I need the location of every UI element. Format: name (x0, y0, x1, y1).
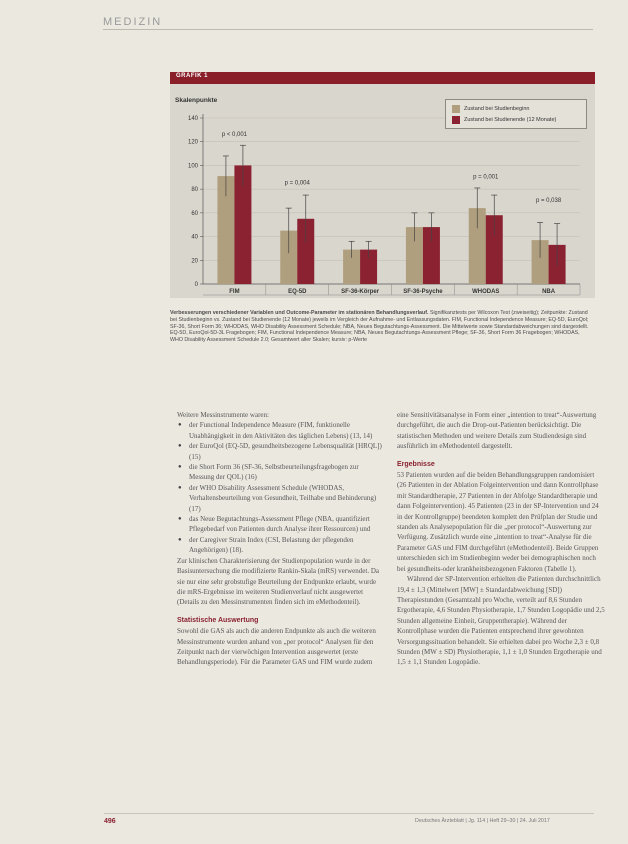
journal-reference: Deutsches Ärzteblatt | Jg. 114 | Heft 29–30 | 24. Juli 2017 (415, 818, 550, 824)
subheading-statistics: Statistische Auswertung (177, 616, 259, 624)
x-tick-label: SF-36-Psyche (403, 289, 443, 295)
y-tick-label: 80 (191, 187, 198, 194)
paragraph: Sowohl die GAS als auch die anderen Endpunkte als auch die weiteren Messinstrumente wurden anhand von „per protocol“ Analysen für den Zeitpunkt nach der vierwöchigen Intervention ausgewertet (erste Behandlungsperiode). Für die Parameter GAS und FIM wurde zudem (177, 627, 376, 667)
figure-header-bar (170, 72, 595, 84)
paragraph: Zur klinischen Charakterisierung der Studienpopulation wurde in der Basisuntersuchung die modifizierte Rankin-Skala (mRS) verwendet. Da sie nur eine sehr grobstufige Beurteilung der Endpunkte erlaubt, wurde die mRS-Ergebnisse im weiteren Studienverlauf nicht ausgewertet (Details zu den Messinstrumenten finden sich im eMethodenteil). (177, 556, 379, 607)
legend-label-series-1: Zustand bei Studienbeginn (464, 106, 530, 112)
x-tick-label: NBA (542, 289, 556, 295)
legend-swatch-series-2 (452, 116, 460, 124)
y-tick-label: 0 (194, 282, 198, 288)
list-item: ● die Short Form 36 (SF-36, Selbstbeurteilungsfragebogen zur Messung der QOL) (16) (177, 462, 385, 483)
page-number: 496 (104, 818, 116, 825)
x-tick-label: WHODAS (472, 289, 500, 295)
section-rule (103, 29, 593, 30)
p-value-annotation: p = 0,038 (535, 198, 562, 205)
legend-label-series-2: Zustand bei Studienende (12 Monate) (464, 117, 557, 123)
instrument-list (177, 420, 385, 555)
list-item: ● der WHO Disability Assessment Schedule (WHODAS, Verhaltensbeurteilung von Gesundheit, Teilhabe und Behinderung) (17) (177, 483, 385, 514)
x-tick-label: SF-36-Körper (341, 289, 380, 295)
paragraph: eine Sensitivitätsanalyse in Form einer „intention to treat“-Auswertung durchgeführt, die auch die Drop-out-Patienten berücksichtigt. Die statistischen Methoden und weitere Details zum Studiendesign sind ausführlich im eMethodenteil dargestellt. (397, 411, 597, 451)
y-tick-label: 40 (191, 234, 198, 241)
y-axis-label: Skalenpunkte (175, 97, 218, 104)
text-column-left (177, 410, 385, 668)
chart-legend (445, 99, 587, 129)
caption-title: Verbesserungen verschiedener Variablen und Outcome-Parameter im stationären Behandlungsverlauf. (170, 310, 429, 316)
paragraph-intro: Weitere Messinstrumente waren: (177, 411, 269, 419)
list-item: ● der EuroQol (EQ-5D, gesundheitsbezogene Lebensqualität [HRQL]) (15) (177, 441, 385, 462)
paragraph: 53 Patienten wurden auf die beiden Behandlungsgruppen randomisiert (26 Patienten in der Ablation Folgeintervention und dann Kontrollphase mit Standardtherapie, 27 Patienten in der Abfolge Standardtherapie und dann Folgeintervention). 45 Patienten (23 in der SP-Intervention und 24 in der Kontrollgruppe) beendeten komplett den Prüfplan der Studie und standen als Analysepopulation für die „per protocol“-Auswertung zur Verfügung. Zusätzlich wurde eine „intention to treat“-Analyse für die Parameter GAS und FIM durchgeführt (eMethodenteil). Beide Gruppen unterschieden sich im Studienbeginn weder bei demographischen noch bei gesundheits-oder krankheitsbezogenen Faktoren (Tabelle 1). (397, 471, 599, 573)
p-value-annotation: p < 0,001 (221, 131, 248, 138)
y-tick-label: 60 (191, 210, 198, 217)
x-tick-label: EQ-5D (288, 289, 307, 295)
footer-rule (104, 813, 594, 814)
section-label: MEDIZIN (103, 16, 163, 28)
p-value-annotation: p = 0,004 (284, 180, 310, 187)
list-item: ● der Caregiver Strain Index (CSI, Belastung der pflegenden Angehörigen) (18). (177, 535, 385, 556)
y-tick-label: 140 (187, 116, 198, 122)
legend-swatch-series-1 (452, 105, 460, 113)
y-tick-label: 120 (187, 139, 198, 146)
subheading-results: Ergebnisse (397, 460, 435, 468)
list-item: ● der Functional Independence Measure (FIM, funktionelle Unabhängigkeit in den Aktivitäten des täglichen Lebens) (13, 14) (177, 420, 385, 441)
y-tick-label: 100 (187, 163, 198, 170)
list-item: ● das Neue Begutachtungs-Assessment Pflege (NBA, quantifiziert Pflegebedarf von Patienten durch Analyse ihrer Ressourcen) und (177, 514, 385, 535)
y-tick-label: 20 (191, 258, 198, 265)
paragraph: Während der SP-Intervention erhielten die Patienten durchschnittlich 19,4 ± 1,3 (Mittelwert [MW] ± Standardabweichung [SD]) Therapiestunden (Gesamtzahl pro Woche, verteilt auf 8,6 Stunden Ergotherapie, 4,6 Stunden Physiotherapie, 1,7 Stunden Logopädie und 2,5 Stunden allgemeine Einheit, Gruppentherapie). Während der Kontrollphase wurden die Patienten entsprechend ihrer gewohnten Versorgungssituation behandelt. Sie erhielten dabei pro Woche 2,3 ± 0,8 Stunden (MW ± SD) Physiotherapie, 1,1 ± 1,0 Stunden Ergotherapie und 1,5 ± 1,1 Stunden Logopädie. (397, 575, 605, 667)
figure-label: GRAFIK 1 (176, 73, 209, 79)
text-column-right (397, 410, 605, 668)
caption-abbreviations: EQ-5D, EuroQol-5D-3L Fragebogen; FIM, Functional Independence Measure; NBA, Neues Begutachtungs-Assessment Pflege; SF-36, Short Form 36 Fragebogen; WHODAS, WHO Disability Assessment Schedule 2.0; Gesamtwert aller Skalen; kursiv: p-Werte (170, 330, 580, 344)
figure-caption (170, 310, 594, 344)
x-tick-label: FIM (229, 289, 240, 295)
caption-body: Signifikanztests per Wilcoxon Test (zweiseitig); Zeitpunkte: Zustand bei Studienbeginn vs. Zustand bei Studienende (12 Monate) jeweils im Vergleich der Aufnahme- und Entlassungsdaten. FIM, Functional Independence Measure; EQ-5D, EuroQol; SF-36, Short Form 36; WHODAS, WHO Disability Assessment Schedule; NBA, Neues Begutachtungs-Assessment. Die Mittelwerte sowie Standardabweichungen sind dargestellt. (170, 310, 589, 330)
p-value-annotation: p = 0,001 (473, 174, 499, 181)
